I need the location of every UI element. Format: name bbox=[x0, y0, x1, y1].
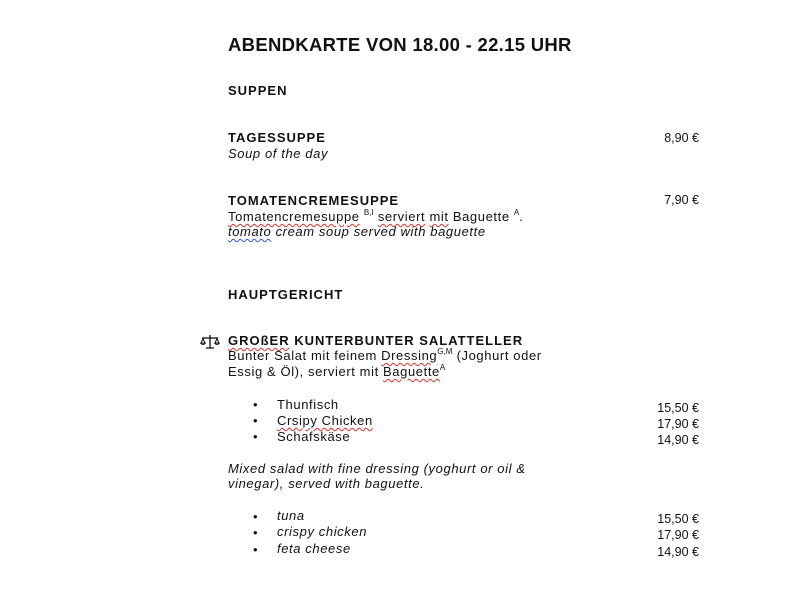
text-part: Essig & Öl), serviert mit bbox=[228, 364, 379, 379]
page-title: ABENDKARTE VON 18.00 - 22.15 UHR bbox=[228, 34, 572, 55]
text-part: Bunter Salat mit feinem bbox=[228, 348, 377, 363]
text-word: Baguette bbox=[452, 209, 510, 224]
section-heading-main: HAUPTGERICHT bbox=[228, 287, 344, 302]
dish-name-tomatencremesuppe: TOMATENCREMESUPPE bbox=[228, 193, 400, 208]
scale-icon bbox=[200, 334, 220, 350]
bullet: • bbox=[253, 509, 258, 524]
text-rest: cream soup served with baguette bbox=[275, 224, 486, 239]
option-de-chicken: Crsipy Chicken bbox=[277, 413, 373, 428]
bullet: • bbox=[253, 525, 258, 540]
allergen-code: B,I bbox=[363, 208, 374, 217]
dish-description-de-tomatencremesuppe bbox=[228, 209, 523, 224]
allergen-code: G,M bbox=[437, 347, 453, 356]
bullet: • bbox=[253, 542, 258, 557]
allergen-code: A bbox=[439, 363, 446, 372]
bullet: • bbox=[253, 429, 258, 444]
price-tagessuppe: 8,90 € bbox=[664, 131, 699, 145]
dish-description-de-line2 bbox=[228, 364, 445, 379]
bullet: • bbox=[253, 413, 258, 428]
price-option-en-tuna: 15,50 € bbox=[657, 512, 699, 526]
option-de-schafskaese: Schafskäse bbox=[277, 429, 351, 444]
allergen-code: A bbox=[513, 208, 520, 217]
price-option-de-thunfisch: 15,50 € bbox=[657, 401, 699, 415]
bullet: • bbox=[253, 397, 258, 412]
option-en-feta: feta cheese bbox=[277, 541, 351, 556]
text-punct: . bbox=[519, 209, 524, 224]
dish-description-en-line1: Mixed salad with fine dressing (yoghurt or oil & bbox=[228, 461, 526, 476]
price-option-en-feta: 14,90 € bbox=[657, 545, 699, 559]
option-de-thunfisch: Thunfisch bbox=[277, 397, 339, 412]
dish-name-salatteller bbox=[228, 333, 523, 348]
price-option-de-chicken: 17,90 € bbox=[657, 417, 699, 431]
option-en-tuna: tuna bbox=[277, 508, 305, 523]
dish-name-tagessuppe: TAGESSUPPE bbox=[228, 130, 326, 145]
dish-description-en-tomatencremesuppe bbox=[228, 224, 486, 239]
spellcheck-word: GROßER bbox=[228, 333, 290, 348]
text-part: (Joghurt oder bbox=[456, 348, 542, 363]
price-tomatencremesuppe: 7,90 € bbox=[664, 193, 699, 207]
section-heading-soups: SUPPEN bbox=[228, 83, 288, 98]
spellcheck-word: mit bbox=[429, 209, 449, 224]
price-option-de-schafskaese: 14,90 € bbox=[657, 433, 699, 447]
spellcheck-word: Dressing bbox=[381, 348, 438, 363]
text-rest: KUNTERBUNTER SALATTELLER bbox=[294, 333, 524, 348]
spellcheck-word: serviert bbox=[377, 209, 426, 224]
option-en-chicken: crispy chicken bbox=[277, 524, 368, 539]
dish-description-de-line1 bbox=[228, 348, 542, 363]
spellcheck-word: Tomatencremesuppe bbox=[228, 209, 360, 224]
dish-description-en-tagessuppe: Soup of the day bbox=[228, 146, 329, 161]
price-option-en-chicken: 17,90 € bbox=[657, 528, 699, 542]
dish-description-en-line2: vinegar), served with baguette. bbox=[228, 476, 425, 491]
spellcheck-word: tomato bbox=[228, 224, 272, 239]
spellcheck-word: Baguette bbox=[383, 364, 440, 379]
